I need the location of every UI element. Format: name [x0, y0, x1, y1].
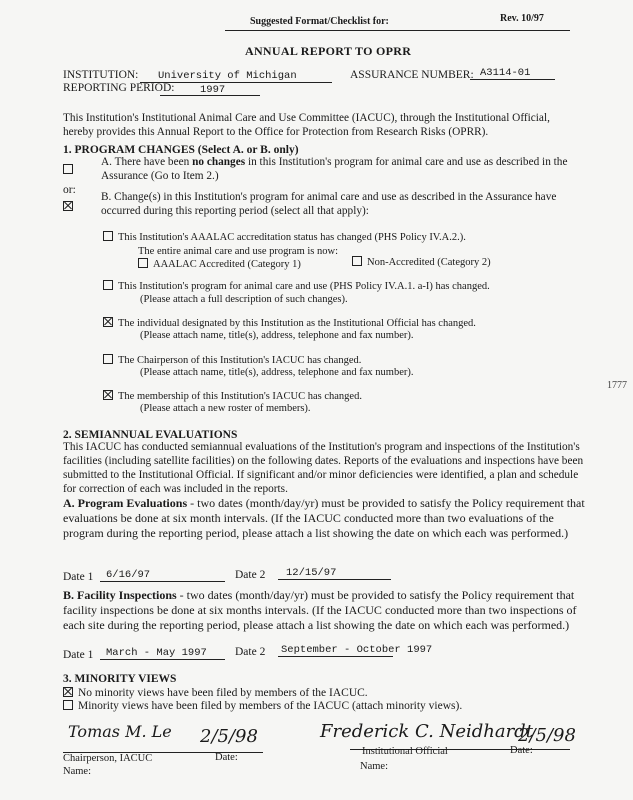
or-label: or:	[63, 184, 76, 196]
assurance-label: ASSURANCE NUMBER:	[350, 69, 474, 81]
program-evaluations-text: A. Program Evaluations - two dates (month/day/yr) must be provided to satisfy the Policy requirement that evaluations be done at six month intervals. (If the IACUC conducted more than two evaluations of the program during the reporting period, please attach a list showing the date on which each was performed.)	[63, 496, 585, 540]
option-b-text: B. Change(s) in this Institution's program for animal care and use as described in the Assurance have occurred during this reporting period (select all that apply):	[101, 191, 557, 217]
option-b-checkbox	[63, 197, 78, 215]
page-title: ANNUAL REPORT TO OPRR	[245, 44, 412, 58]
header-rule	[225, 30, 570, 31]
period-value: 1997	[200, 84, 226, 96]
b-date1-value: March - May 1997	[106, 647, 207, 659]
io-date-value: 2/5/98	[518, 725, 576, 746]
a-date2-label: Date 2	[235, 569, 266, 581]
a-date1-underline	[100, 581, 225, 582]
b-item-2: This Institution's program for animal care and use (PHS Policy IV.A.1. a-I) has changed.	[103, 280, 490, 292]
io-name-label: Name:	[360, 761, 388, 772]
period-label: REPORTING PERIOD:	[63, 82, 175, 94]
section2-heading: 2. SEMIANNUAL EVALUATIONS	[63, 429, 238, 441]
minority-option-1: No minority views have been filed by members of the IACUC.	[63, 687, 368, 699]
b-item-4: The Chairperson of this Institution's IACUC has changed.	[103, 354, 361, 366]
facility-inspections-text: B. Facility Inspections - two dates (month/day/yr) must be provided to satisfy the Policy requirement that facility inspections be done at six months intervals. (If the IACUC conducted more than two inspections of each site during the reporting period, please attach a list showing the date on which each was performed.)	[63, 588, 577, 632]
section1-heading: 1. PROGRAM CHANGES (Select A. or B. only)	[63, 144, 299, 156]
margin-mark: 1777	[607, 380, 627, 391]
b-item-5-sub: (Please attach a new roster of members).	[140, 403, 311, 414]
intro-paragraph: This Institution's Institutional Animal Care and Use Committee (IACUC), through the Institutional Official, hereby provides this Annual Report to the Office for Protection from Research Risks (OPRR).	[63, 112, 550, 138]
institution-value: University of Michigan	[158, 70, 297, 82]
header-suggested: Suggested Format/Checklist for:	[250, 16, 389, 27]
b-item-4-sub: (Please attach name, title(s), address, telephone and fax number).	[140, 367, 414, 378]
header-rev: Rev. 10/97	[500, 13, 544, 24]
section2-text: This IACUC has conducted semiannual evaluations of the Institution's program and inspections of the Institution's facilities (including satellite facilities) on the following dates. Reports of the evaluations and inspections have been submitted to the Institutional Official. If significant and/or minor deficiencies were identified, a plan and schedule for correction of each was included in the reports.	[63, 441, 584, 495]
b-date1-label: Date 1	[63, 649, 94, 661]
accred-intro: The entire animal care and use program is now:	[138, 246, 339, 257]
io-label: Institutional Official	[362, 746, 448, 757]
io-signature: Frederick C. Neidhardt	[320, 721, 533, 742]
institution-label: INSTITUTION:	[63, 69, 139, 81]
accred-option-1: AAALAC Accredited (Category 1)	[138, 258, 301, 270]
option-a-checkbox	[63, 160, 78, 178]
a-date1-label: Date 1	[63, 571, 94, 583]
option-a-text: A. There have been no changes in this Institution's program for animal care and use as described in the Assurance (Go to Item 2.)	[101, 156, 568, 182]
section3-heading: 3. MINORITY VIEWS	[63, 673, 177, 685]
b-date2-underline	[278, 656, 393, 657]
b-item-5: The membership of this Institution's IACUC has changed.	[103, 390, 362, 402]
b-date2-label: Date 2	[235, 646, 266, 658]
a-date2-value: 12/15/97	[286, 567, 337, 579]
b-item-3: The individual designated by this Institution as the Institutional Official has changed.	[103, 317, 476, 329]
b-date1-underline	[100, 659, 225, 660]
a-date1-value: 6/16/97	[106, 569, 151, 581]
period-underline	[160, 95, 260, 96]
io-date-label: Date:	[510, 745, 533, 756]
minority-option-2: Minority views have been filed by members of the IACUC (attach minority views).	[63, 700, 462, 712]
b-item-1: This Institution's AAALAC accreditation status has changed (PHS Policy IV.A.2.).	[103, 231, 466, 243]
chair-name-label: Name:	[63, 766, 91, 777]
a-date2-underline	[278, 579, 391, 580]
b-item-3-sub: (Please attach name, title(s), address, telephone and fax number).	[140, 330, 414, 341]
chair-label: Chairperson, IACUC	[63, 753, 153, 764]
assurance-underline	[470, 79, 555, 80]
assurance-value: A3114-01	[480, 67, 531, 79]
b-item-2-sub: (Please attach a full description of such changes).	[140, 294, 348, 305]
chair-signature: Tomas M. Le	[68, 722, 172, 741]
chair-date-label: Date:	[215, 752, 238, 763]
accred-option-2: Non-Accredited (Category 2)	[352, 256, 491, 268]
b-date2-value: September - October 1997	[281, 644, 433, 656]
chair-date-value: 2/5/98	[200, 726, 258, 747]
